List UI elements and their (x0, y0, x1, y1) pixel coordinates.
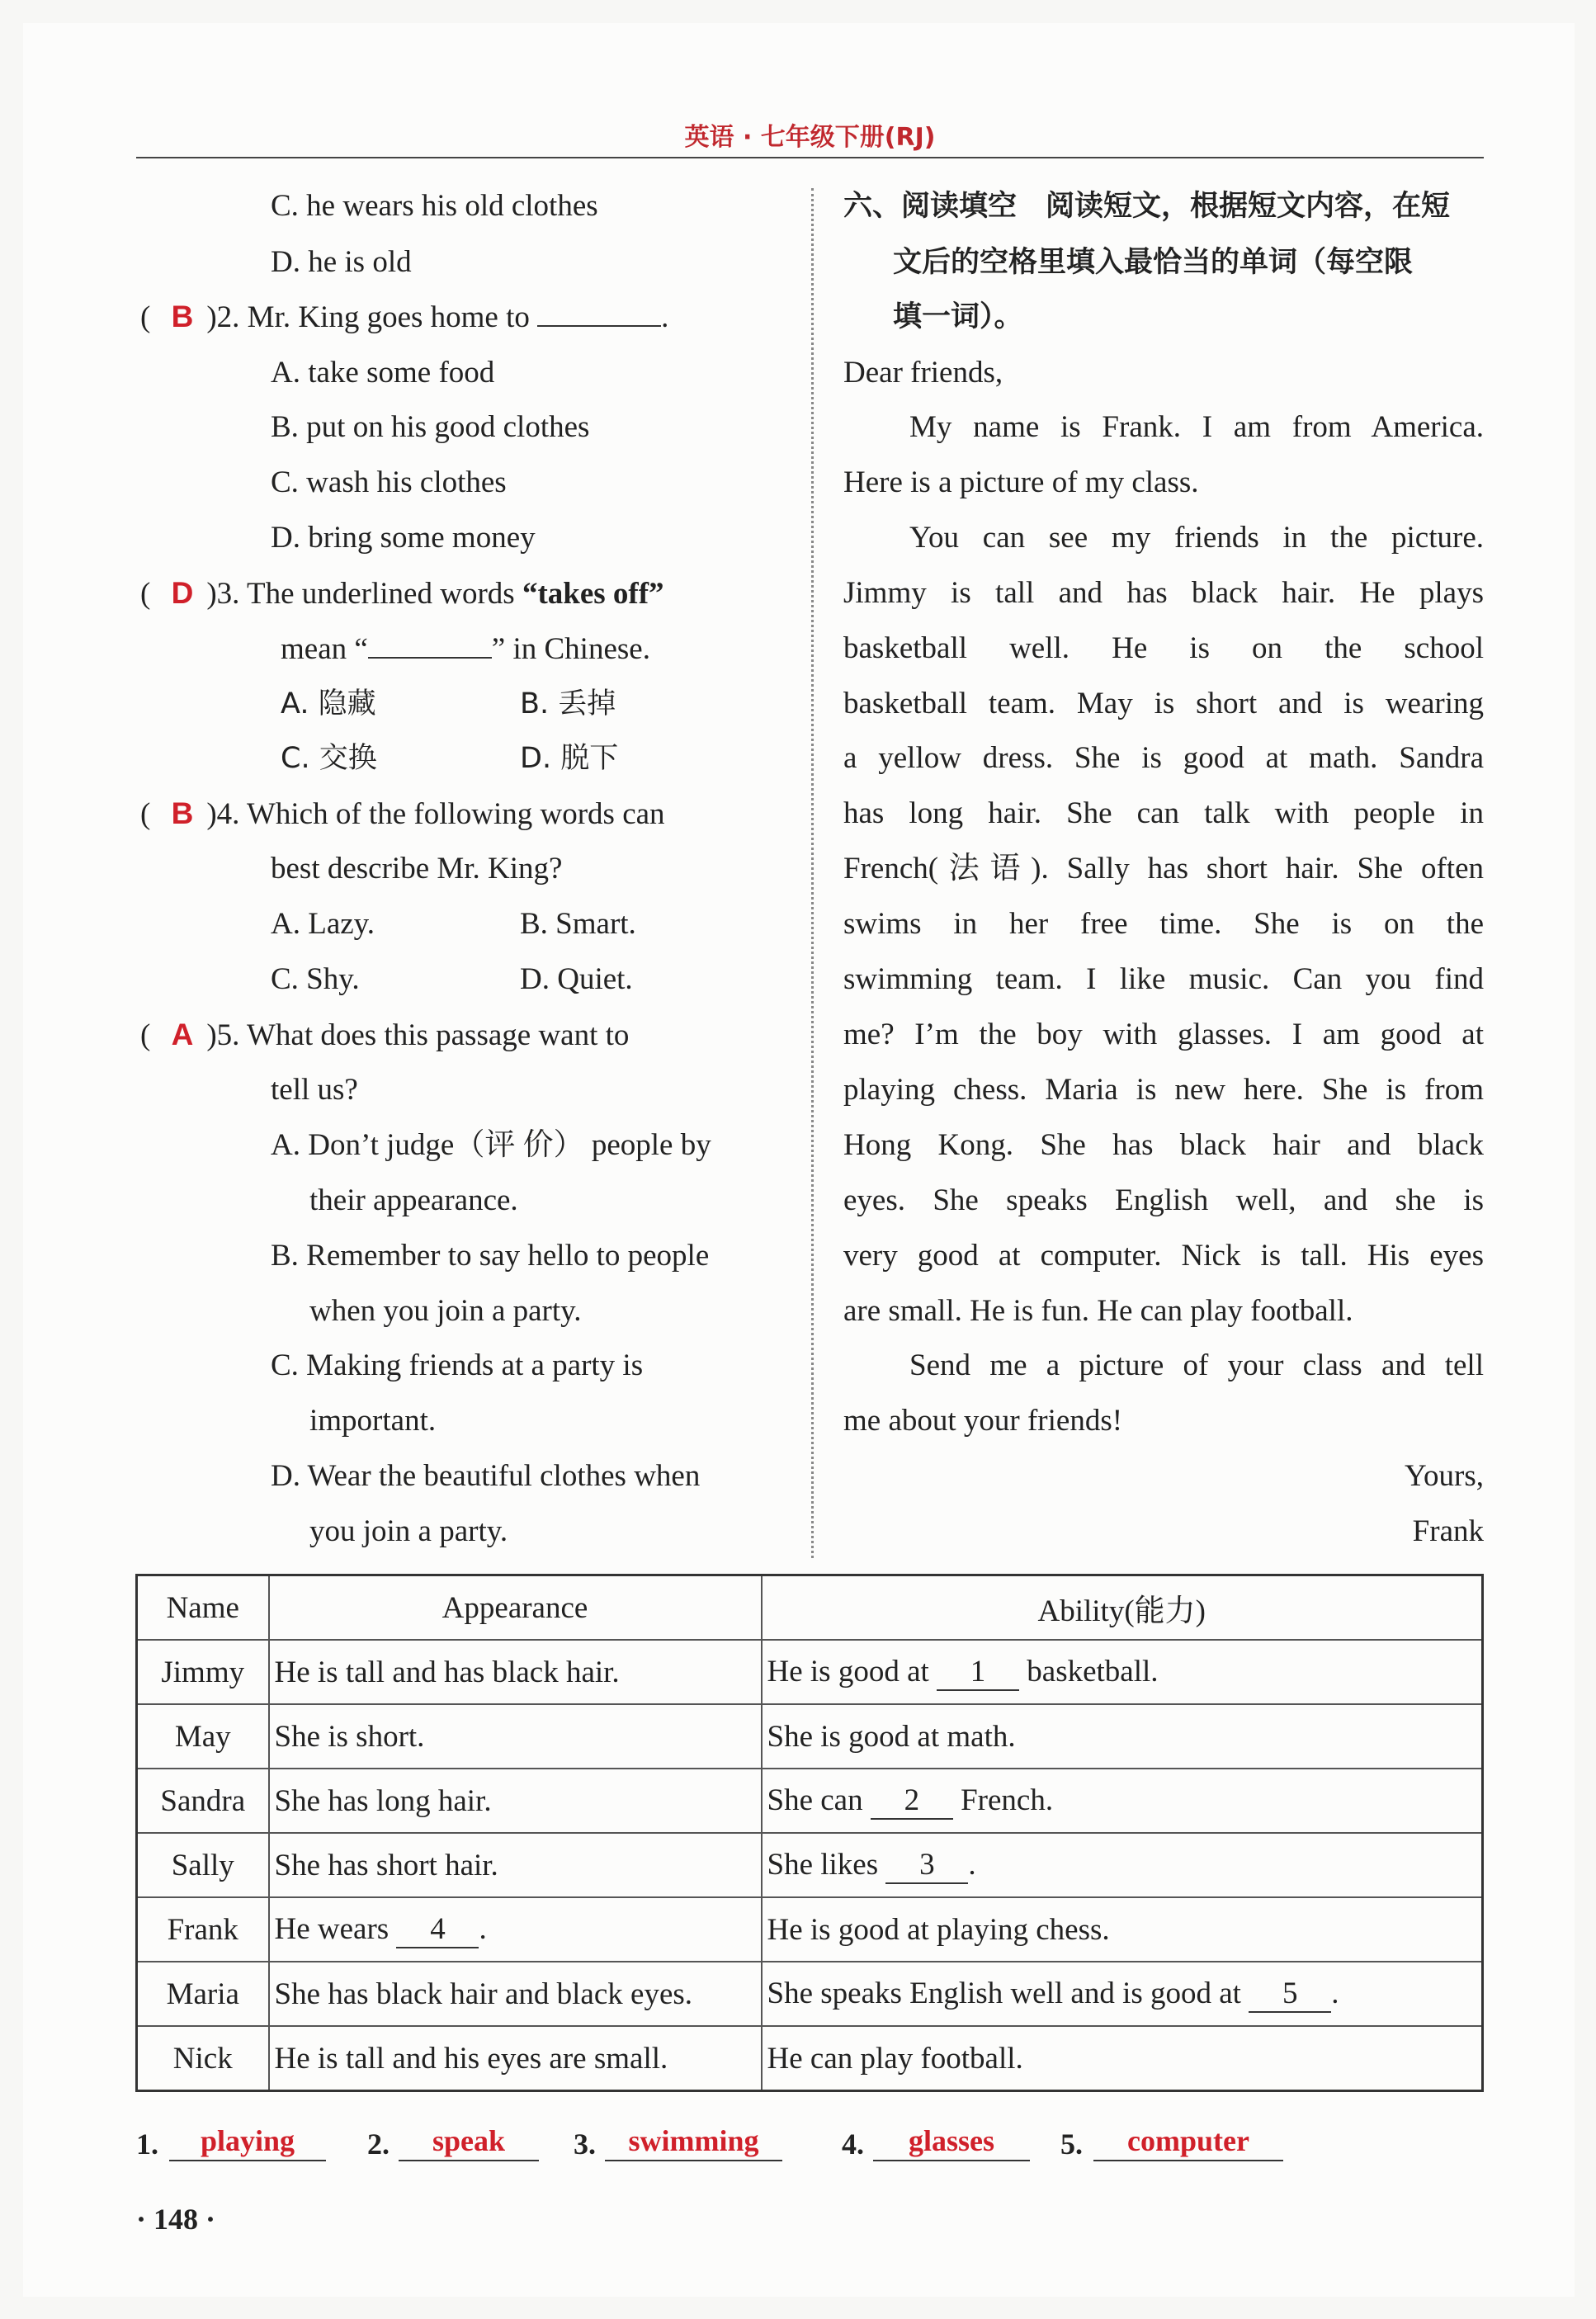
answer-value: speak (399, 2123, 539, 2161)
q1-option-c: C. he wears his old clothes (271, 189, 598, 223)
q5-option-b-cont: when you join a party. (309, 1294, 582, 1328)
letter-p2-line: basketball well. He is on the school (843, 631, 1484, 665)
cell-name: Nick (137, 2026, 269, 2091)
q4-option-c: C. Shy. (271, 962, 360, 996)
header-name: Name (137, 1575, 269, 1641)
page-header (136, 111, 1484, 158)
letter-p3-line: me about your friends! (843, 1404, 1123, 1438)
question-3-stem: ( D )3. The underlined words “takes off” (140, 576, 664, 611)
blank-number: 2 (871, 1783, 953, 1820)
ability-text-post: . (968, 1847, 976, 1882)
cell-ability (762, 1962, 1483, 2026)
ability-text: She speaks English well and is good at (767, 1976, 1249, 2010)
letter-p1-line: Here is a picture of my class. (843, 465, 1199, 499)
table-header-row (137, 1575, 1483, 1641)
q4-option-a: A. Lazy. (271, 907, 375, 941)
page-number: · 148 · (136, 2203, 216, 2236)
cell-ability: She is good at math. (762, 1704, 1483, 1769)
question-5-text: What does this passage want to (246, 1018, 630, 1052)
letter-p2-line: You can see my friends in the picture. (909, 521, 1484, 555)
q2-option-b: B. put on his good clothes (271, 410, 590, 444)
question-4-stem-line2: best describe Mr. King? (271, 852, 563, 886)
letter-p2-line: swims in her free time. She is on the (843, 907, 1484, 941)
cell-ability (762, 1769, 1483, 1833)
info-table (135, 1574, 1484, 2092)
table-row (137, 1640, 1483, 1704)
table-row (137, 1704, 1483, 1769)
question-3-text: The underlined words (246, 577, 522, 611)
q4-option-d: D. Quiet. (520, 962, 633, 996)
q5-option-c-cont: important. (309, 1404, 437, 1438)
appearance-text-post: . (479, 1911, 487, 1946)
table-row (137, 1769, 1483, 1833)
answer-3: D (171, 576, 194, 610)
answer-2: B (171, 300, 194, 333)
letter-p2-line: playing chess. Maria is new here. She is from (843, 1073, 1484, 1107)
section-instruction-line3: 填一词）。 (893, 300, 1023, 333)
answer-number: 3. (574, 2128, 596, 2161)
cell-ability: He is good at playing chess. (762, 1897, 1483, 1962)
section-instruction-line2: 文后的空格里填入最恰当的单词（每空限 (893, 246, 1414, 279)
ability-text-post: French. (952, 1783, 1054, 1817)
letter-p2-line: a yellow dress. She is good at math. Sandra (843, 741, 1484, 775)
letter-signature: Frank (1412, 1514, 1484, 1548)
letter-closing: Yours, (1405, 1459, 1484, 1493)
blank-number: 4 (396, 1911, 479, 1948)
cell-appearance: He is tall and his eyes are small. (269, 2026, 762, 2091)
question-4-stem: ( B )4. Which of the following words can (140, 796, 665, 831)
q3-option-b: B. 丢掉 (520, 687, 616, 720)
letter-p2-line: basketball team. May is short and is wearing (843, 687, 1484, 720)
q3-option-a: A. 隐藏 (281, 687, 376, 720)
q5-option-c: C. Making friends at a party is (271, 1348, 644, 1382)
ability-text-post: . (1331, 1976, 1339, 2010)
cell-appearance: She has black hair and black eyes. (269, 1962, 762, 2026)
answer-value: computer (1093, 2123, 1283, 2161)
table-row (137, 1897, 1483, 1962)
question-3-stem-line2 (281, 632, 650, 666)
letter-p2-line: French(法语). Sally has short hair. She often (843, 852, 1484, 886)
answer-number: 5. (1060, 2128, 1083, 2161)
answer-blank (368, 632, 492, 659)
question-4-text: Which of the following words can (246, 797, 665, 831)
cell-name: Maria (137, 1962, 269, 2026)
answer-4: B (171, 796, 194, 830)
section-instruction-line1: 六、阅读填空 阅读短文，根据短文内容，在短 (843, 190, 1451, 223)
answer-number: 2. (367, 2128, 390, 2161)
blank-number: 3 (885, 1847, 968, 1884)
blank-number: 1 (937, 1654, 1019, 1691)
column-divider (811, 188, 814, 1558)
answer-number: 4. (842, 2128, 864, 2161)
question-2-stem: ( B )2. Mr. King goes home to . (140, 300, 669, 334)
q1-option-d: D. he is old (271, 245, 412, 279)
stem2-pre: mean “ (281, 632, 368, 666)
stem2-post: ” in Chinese. (491, 632, 650, 666)
letter-p2-line: Jimmy is tall and has black hair. He plays (843, 576, 1484, 610)
letter-p1-line: My name is Frank. I am from America. (909, 410, 1484, 444)
answer-value: glasses (873, 2123, 1030, 2161)
letter-p2-line: are small. He is fun. He can play football. (843, 1294, 1353, 1328)
q2-option-a: A. take some food (271, 356, 495, 390)
cell-appearance: She is short. (269, 1704, 762, 1769)
q5-option-b: B. Remember to say hello to people (271, 1239, 710, 1273)
answer-number: 1. (136, 2128, 158, 2161)
ability-text-post: basketball. (1019, 1654, 1159, 1688)
letter-p3-line: Send me a picture of your class and tell (909, 1348, 1484, 1382)
question-5-stem-line2: tell us? (271, 1073, 358, 1107)
q2-option-d: D. bring some money (271, 521, 536, 555)
answer-value: playing (169, 2123, 326, 2161)
answer-blank (537, 300, 661, 327)
letter-p2-line: me? I’m the boy with glasses. I am good at (843, 1018, 1484, 1051)
cell-ability (762, 1833, 1483, 1897)
q4-option-b: B. Smart. (520, 907, 636, 941)
letter-p2-line: Hong Kong. She has black hair and black (843, 1128, 1484, 1162)
q2-option-c: C. wash his clothes (271, 465, 507, 499)
table-row (137, 2026, 1483, 2091)
cell-name: Sandra (137, 1769, 269, 1833)
question-5-number: )5. (206, 1018, 240, 1052)
letter-p2-line: very good at computer. Nick is tall. His eyes (843, 1239, 1484, 1273)
question-4-number: )4. (206, 797, 240, 831)
answer-5: A (171, 1018, 194, 1051)
ability-text: She likes (767, 1847, 886, 1882)
q3-option-c: C. 交换 (281, 742, 377, 775)
cell-name: May (137, 1704, 269, 1769)
header-ability: Ability(能力) (762, 1575, 1483, 1641)
q5-option-d: D. Wear the beautiful clothes when (271, 1459, 701, 1493)
letter-greeting: Dear friends, (843, 356, 1003, 390)
q5-option-a-cont: their appearance. (309, 1183, 518, 1217)
cell-name: Jimmy (137, 1640, 269, 1704)
letter-p2-line: has long hair. She can talk with people in (843, 796, 1484, 830)
cell-appearance: He is tall and has black hair. (269, 1640, 762, 1704)
header-appearance: Appearance (269, 1575, 762, 1641)
q5-option-a: A. Don’t judge（评 价） people by (271, 1128, 711, 1162)
underlined-phrase: “takes off” (522, 577, 664, 611)
cell-appearance: She has long hair. (269, 1769, 762, 1833)
question-5-stem: ( A )5. What does this passage want to (140, 1018, 630, 1052)
blank-number: 5 (1249, 1976, 1331, 2013)
cell-appearance (269, 1897, 762, 1962)
ability-text: She can (767, 1783, 871, 1817)
q5-option-d-cont: you join a party. (309, 1514, 508, 1548)
ability-text: He is good at (767, 1654, 937, 1688)
cell-name: Sally (137, 1833, 269, 1897)
question-3-number: )3. (206, 577, 240, 611)
table-row (137, 1833, 1483, 1897)
cell-name: Frank (137, 1897, 269, 1962)
letter-p2-line: swimming team. I like music. Can you find (843, 962, 1484, 996)
letter-p2-line: eyes. She speaks English well, and she is (843, 1183, 1484, 1217)
header-title: 英语 · 七年级下册(RJ) (684, 123, 936, 152)
question-2-text: Mr. King goes home to (247, 300, 530, 334)
cell-ability: He can play football. (762, 2026, 1483, 2091)
cell-ability (762, 1640, 1483, 1704)
question-2-number: )2. (206, 300, 240, 334)
appearance-text: He wears (274, 1911, 397, 1946)
q3-option-d: D. 脱下 (520, 742, 619, 775)
table-row (137, 1962, 1483, 2026)
answer-value: swimming (605, 2123, 782, 2161)
cell-appearance: She has short hair. (269, 1833, 762, 1897)
answer-line (136, 2123, 1484, 2173)
